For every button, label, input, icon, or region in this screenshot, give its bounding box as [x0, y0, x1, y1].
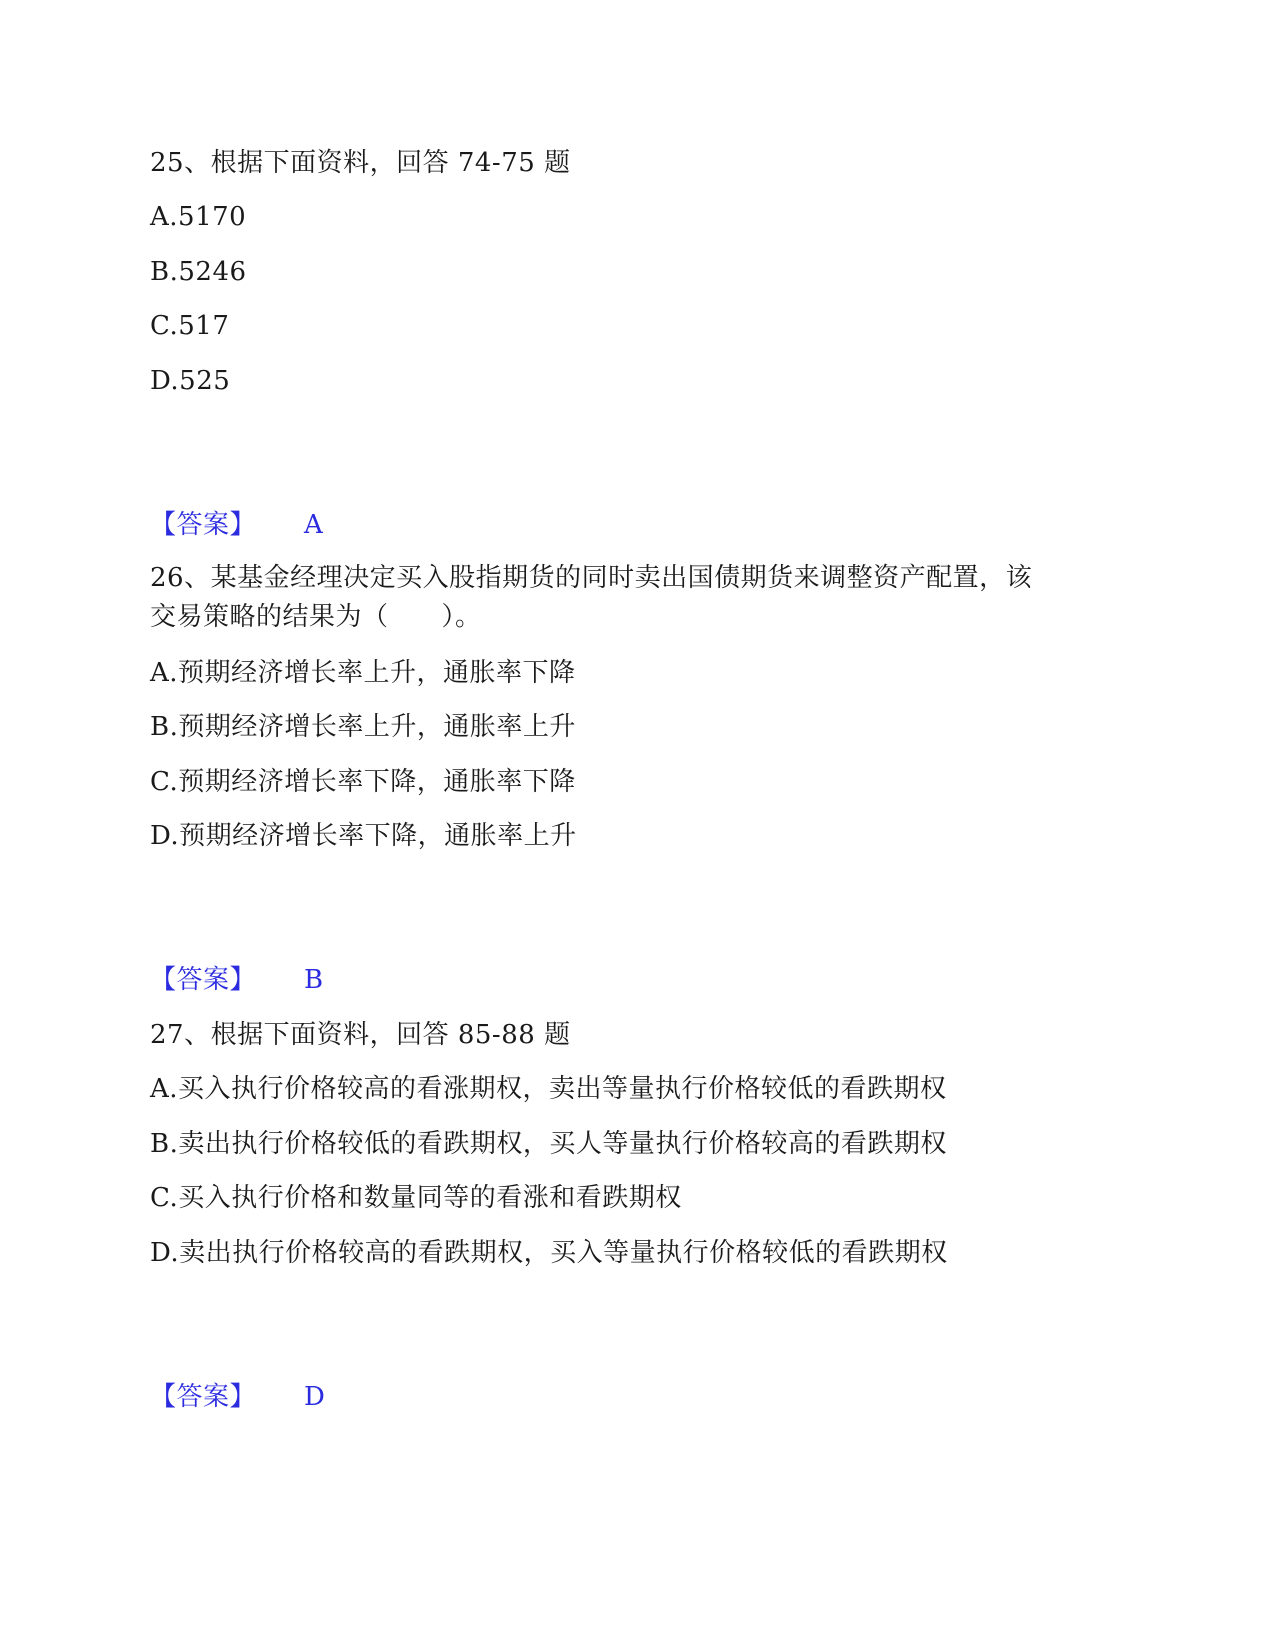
question-26-answer — [150, 960, 324, 1000]
question-26-stem-line-2: 交易策略的结果为（ ）。 — [150, 602, 482, 632]
question-25-answer — [150, 505, 323, 545]
question-25-stem: 25、根据下面资料，回答 74-75 题 — [150, 148, 571, 178]
question-26-option-a: A.预期经济增长率上升，通胀率下降 — [150, 658, 576, 688]
question-27-option-b: B.卖出执行价格较低的看跌期权，买人等量执行价格较高的看跌期权 — [150, 1129, 947, 1159]
question-26-option-c: C.预期经济增长率下降，通胀率下降 — [150, 767, 576, 797]
answer-label: 【答案】 — [150, 965, 257, 995]
question-27-stem: 27、根据下面资料，回答 85-88 题 — [150, 1020, 571, 1050]
question-26-stem-line-1: 26、某基金经理决定买入股指期货的同时卖出国债期货来调整资产配置，该 — [150, 563, 1033, 593]
question-27-answer — [150, 1377, 325, 1417]
question-27-option-d: D.卖出执行价格较高的看跌期权，买入等量执行价格较低的看跌期权 — [150, 1238, 948, 1268]
question-25-option-b: B.5246 — [150, 257, 247, 287]
question-26-option-b: B.预期经济增长率上升，通胀率上升 — [150, 712, 576, 742]
question-25-option-a: A.5170 — [150, 202, 247, 232]
question-25-option-d: D.525 — [150, 366, 231, 396]
answer-label: 【答案】 — [150, 510, 257, 540]
question-27-option-c: C.买入执行价格和数量同等的看涨和看跌期权 — [150, 1183, 682, 1213]
answer-value: B — [304, 965, 324, 995]
question-27-option-a: A.买入执行价格较高的看涨期权，卖出等量执行价格较低的看跌期权 — [150, 1074, 947, 1104]
answer-label: 【答案】 — [150, 1382, 257, 1412]
question-25-option-c: C.517 — [150, 311, 230, 341]
answer-value: D — [304, 1382, 326, 1412]
answer-value: A — [304, 510, 324, 540]
question-26-option-d: D.预期经济增长率下降，通胀率上升 — [150, 821, 577, 851]
